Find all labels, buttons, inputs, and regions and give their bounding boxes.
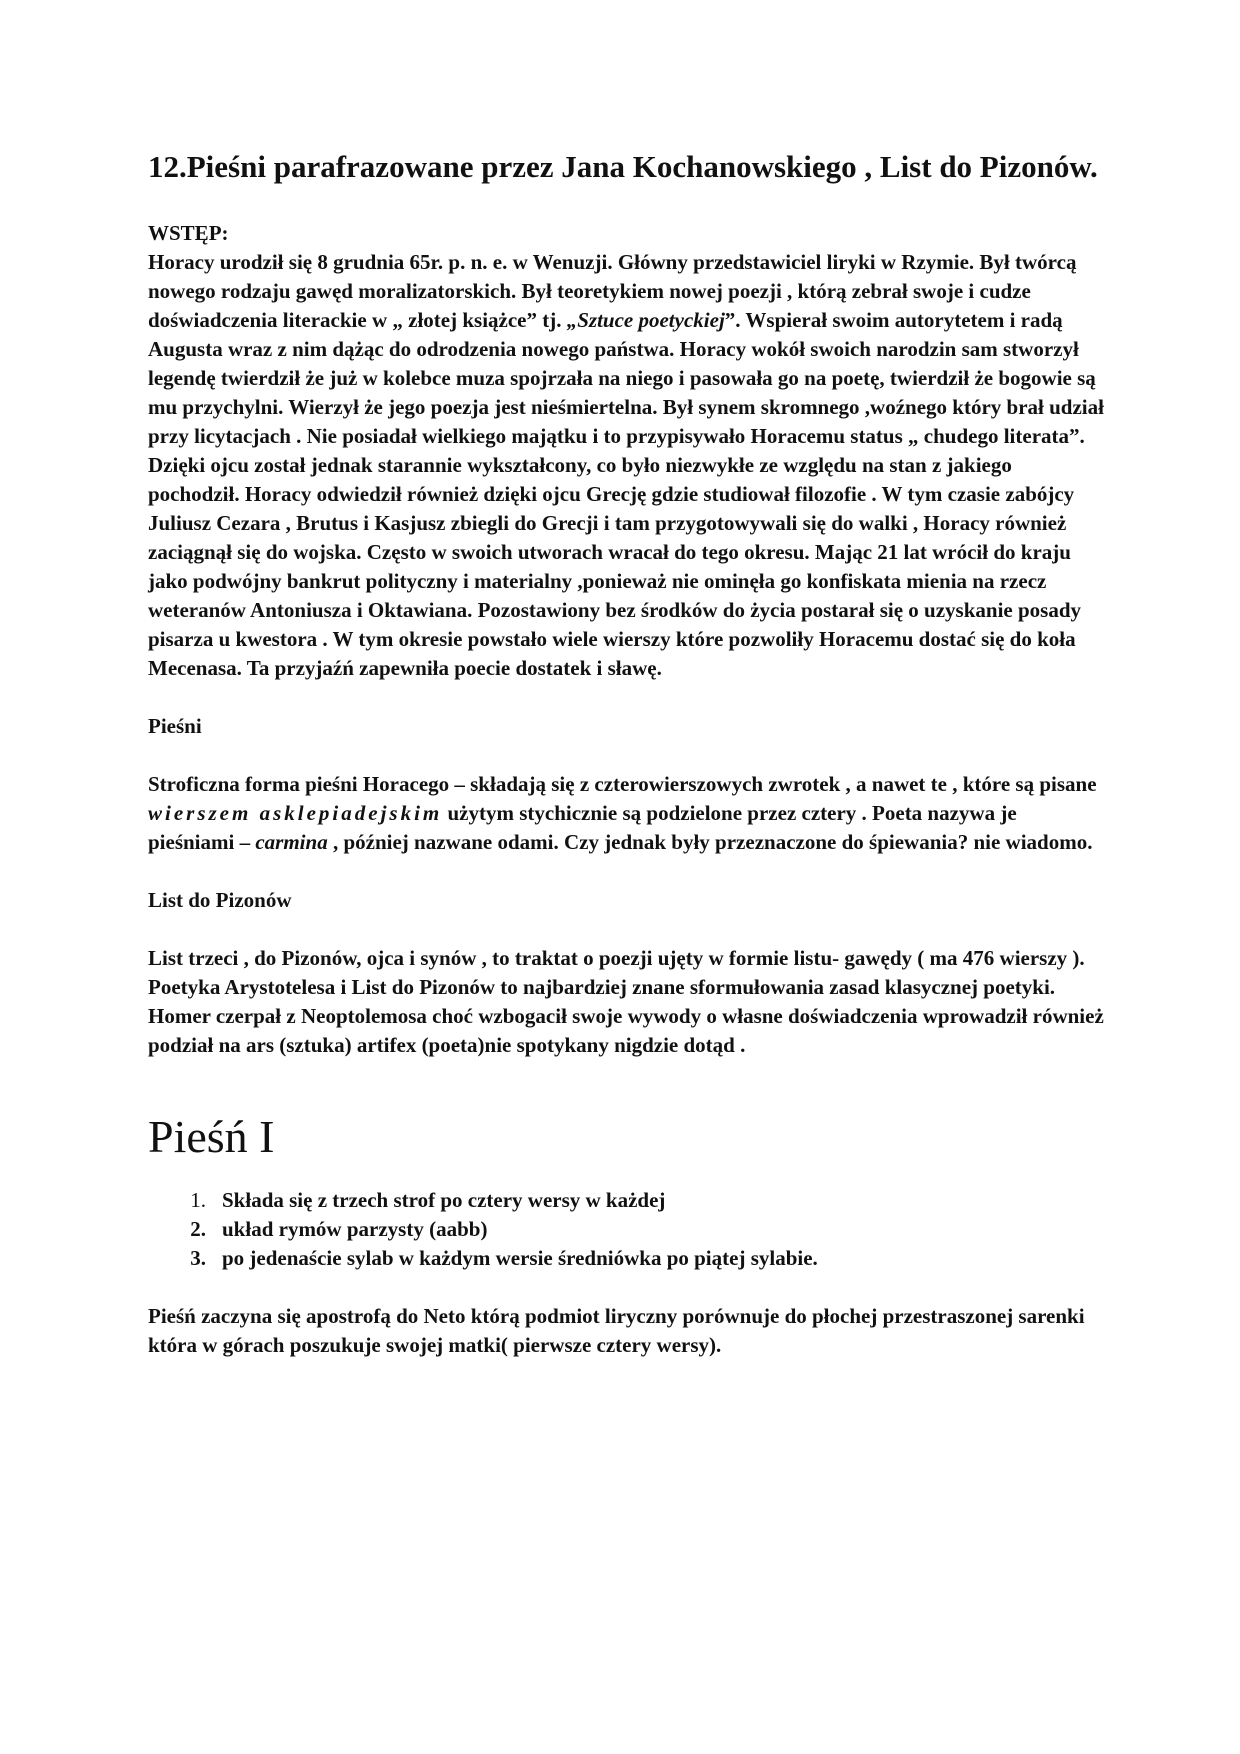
- document-content: [148, 146, 1108, 1360]
- list-item: [148, 1186, 1108, 1215]
- intro-text-2: ”. Wspierał swoim autorytetem i radą Augusta wraz z nim dążąc do odrodzenia nowego państwa. Horacy wokół swoich narodzin sam stworzył legendę twierdził że już w kolebce muza spojrzała na niego i pasowała go na poetę, twierdził że bogowie są mu przychylni. Wierzył że jego poezja jest nieśmiertelna. Był synem skromnego ,woźnego który brał udział przy licytacjach . Nie posiadał wielkiego majątku i to przypisywało Horacemu status „ chudego literata”. Dzięki ojcu został jednak starannie wykształcony, co było niezwykłe ze względu na stan z jakiego pochodził. Horacy odwiedził również dzięki ojcu Grecję gdzie studiował filozofie . W tym czasie zabójcy Juliusz Cezara , Brutus i Kasjusz zbiegli do Grecji i tam przygotowywali się do walki , Horacy również zaciągnął się do wojska. Często w swoich utworach wracał do tego okresu. Mając 21 lat wrócił do kraju jako podwójny bankrut polityczny i materialny ,ponieważ nie ominęła go konfiskata mienia na rzecz weteranów Antoniusza i Oktawiana. Pozostawiony bez środków do życia postarał się o uzyskanie posady pisarza u kwestora . W tym okresie powstało wiele wierszy które pozwoliły Horacemu dostać się do koła Mecenasa. Ta przyjaźń zapewniła poecie dostatek i sławę.: [148, 308, 1104, 680]
- songs-label: Pieśni: [148, 714, 202, 738]
- intro-paragraph: [148, 248, 1108, 683]
- song1-heading: Pieśń I: [148, 1111, 275, 1162]
- list-item-text: Składa się z trzech strof po cztery wersy w każdej: [222, 1188, 666, 1212]
- intro-italic-title: „Sztuce poetyckiej: [566, 308, 725, 332]
- songs-paragraph: [148, 770, 1108, 857]
- intro-label: WSTĘP:: [148, 221, 229, 245]
- songs-text-1: Stroficzna forma pieśni Horacego – składają się z czterowierszowych zwrotek , a nawet te , które są pisane: [148, 772, 1097, 796]
- list-item: [148, 1244, 1108, 1273]
- letter-label: List do Pizonów: [148, 888, 292, 912]
- list-item-number: 2.: [190, 1217, 206, 1241]
- list-item-text: po jedenaście sylab w każdym wersie średniówka po piątej sylabie.: [222, 1246, 818, 1270]
- list-item: [148, 1215, 1108, 1244]
- songs-text-2: użytym stychicznie są podzielone przez cztery . Poeta nazywa je pieśniami –: [148, 801, 1017, 854]
- letter-paragraph: List trzeci , do Pizonów, ojca i synów , to traktat o poezji ujęty w formie listu- gawędy ( ma 476 wierszy ). Poetyka Arystotelesa i List do Pizonów to najbardziej znane sformułowania zasad klasycznej poetyki. Homer czerpał z Neoptolemosa choć wzbogacił swoje wywody o własne doświadczenia wprowadził również podział na ars (sztuka) artifex (poeta)nie spotykany nigdzie dotąd .: [148, 946, 1104, 1057]
- songs-text-3: , później nazwane odami. Czy jednak były przeznaczone do śpiewania? nie wiadomo.: [327, 830, 1093, 854]
- songs-spaced-term: wierszem asklepiadejskim: [148, 801, 443, 825]
- songs-italic-term: carmina: [255, 830, 328, 854]
- list-item-number: 1.: [190, 1188, 206, 1212]
- song1-paragraph: Pieśń zaczyna się apostrofą do Neto którą podmiot liryczny porównuje do płochej przestraszonej sarenki która w górach poszukuje swojej matki( pierwsze cztery wersy).: [148, 1304, 1085, 1357]
- document-title: 12.Pieśni parafrazowane przez Jana Kochanowskiego , List do Pizonów.: [148, 149, 1098, 184]
- song1-rules-list: [148, 1186, 1108, 1273]
- list-item-text: układ rymów parzysty (aabb): [222, 1217, 488, 1241]
- list-item-number: 3.: [190, 1246, 206, 1270]
- intro-text-1: Horacy urodził się 8 grudnia 65r. p. n. e. w Wenuzji. Główny przedstawiciel liryki w Rzymie. Był twórcą nowego rodzaju gawęd moralizatorskich. Był teoretykiem nowej poezji , którą zebrał swoje i cudze doświadczenia literackie w „ złotej książce” tj.: [148, 250, 1077, 332]
